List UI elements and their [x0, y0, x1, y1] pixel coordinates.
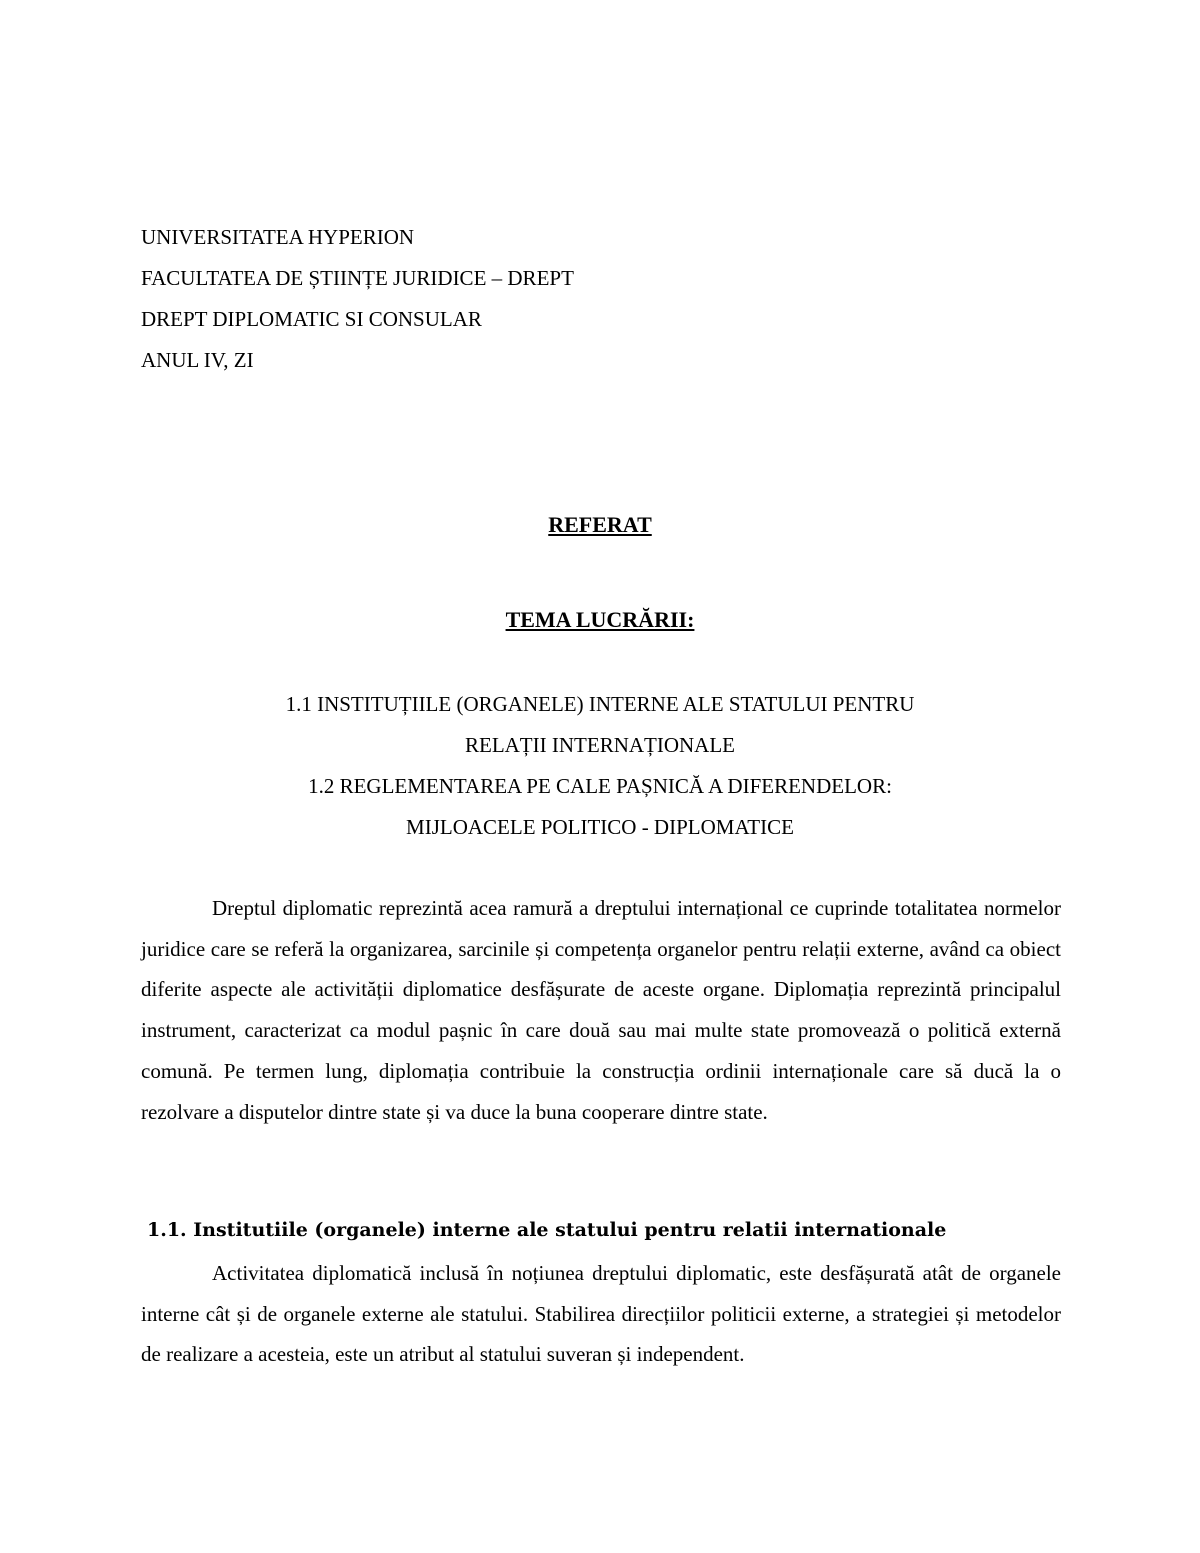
- faculty-name: FACULTATEA DE ȘTIINȚE JURIDICE – DREPT: [141, 266, 574, 290]
- section-heading: 1.1. Institutiile (organele) interne ale statului pentru relatii internationale: [147, 1219, 947, 1241]
- university-name: UNIVERSITATEA HYPERION: [141, 225, 415, 249]
- document-header: [141, 223, 1061, 387]
- intro-paragraph: Dreptul diplomatic reprezintă acea ramură a dreptului internațional ce cuprinde totalitatea normelor juridice care se referă la organizarea, sarcinile și competența organelor pentru relații externe, având ca obiect diferite aspecte ale activității diplomatice desfășurate de aceste organe. Diplomația reprezintă principalul instrument, caracterizat ca modul pașnic în care două sau mai multe state promovează o politică externă comună. Pe termen lung, diplomația contribuie la construcția ordinii internaționale care să ducă la o rezolvare a disputelor dintre state și va duce la buna cooperare dintre state.: [141, 896, 1061, 1124]
- study-year: ANUL IV, ZI: [141, 348, 254, 372]
- topics-list: [0, 690, 1200, 854]
- topic-line: 1.1 INSTITUȚIILE (ORGANELE) INTERNE ALE STATULUI PENTRU: [285, 692, 915, 716]
- document-title: REFERAT: [548, 512, 652, 537]
- topic-line: RELAȚII INTERNAȚIONALE: [464, 733, 736, 757]
- section-paragraph: Activitatea diplomatică inclusă în noțiunea dreptului diplomatic, este desfășurată atât de organele interne cât și de organele externe ale statului. Stabilirea direcțiilor politicii externe, a strategiei și metodelor de realizare a acesteia, este un atribut al statului suveran și independent.: [141, 1261, 1061, 1367]
- theme-label: TEMA LUCRĂRII:: [505, 607, 695, 632]
- topic-line: MIJLOACELE POLITICO - DIPLOMATICE: [406, 815, 794, 839]
- topic-line: 1.2 REGLEMENTAREA PE CALE PAȘNICĂ A DIFERENDELOR:: [308, 774, 892, 798]
- course-name: DREPT DIPLOMATIC SI CONSULAR: [141, 307, 482, 331]
